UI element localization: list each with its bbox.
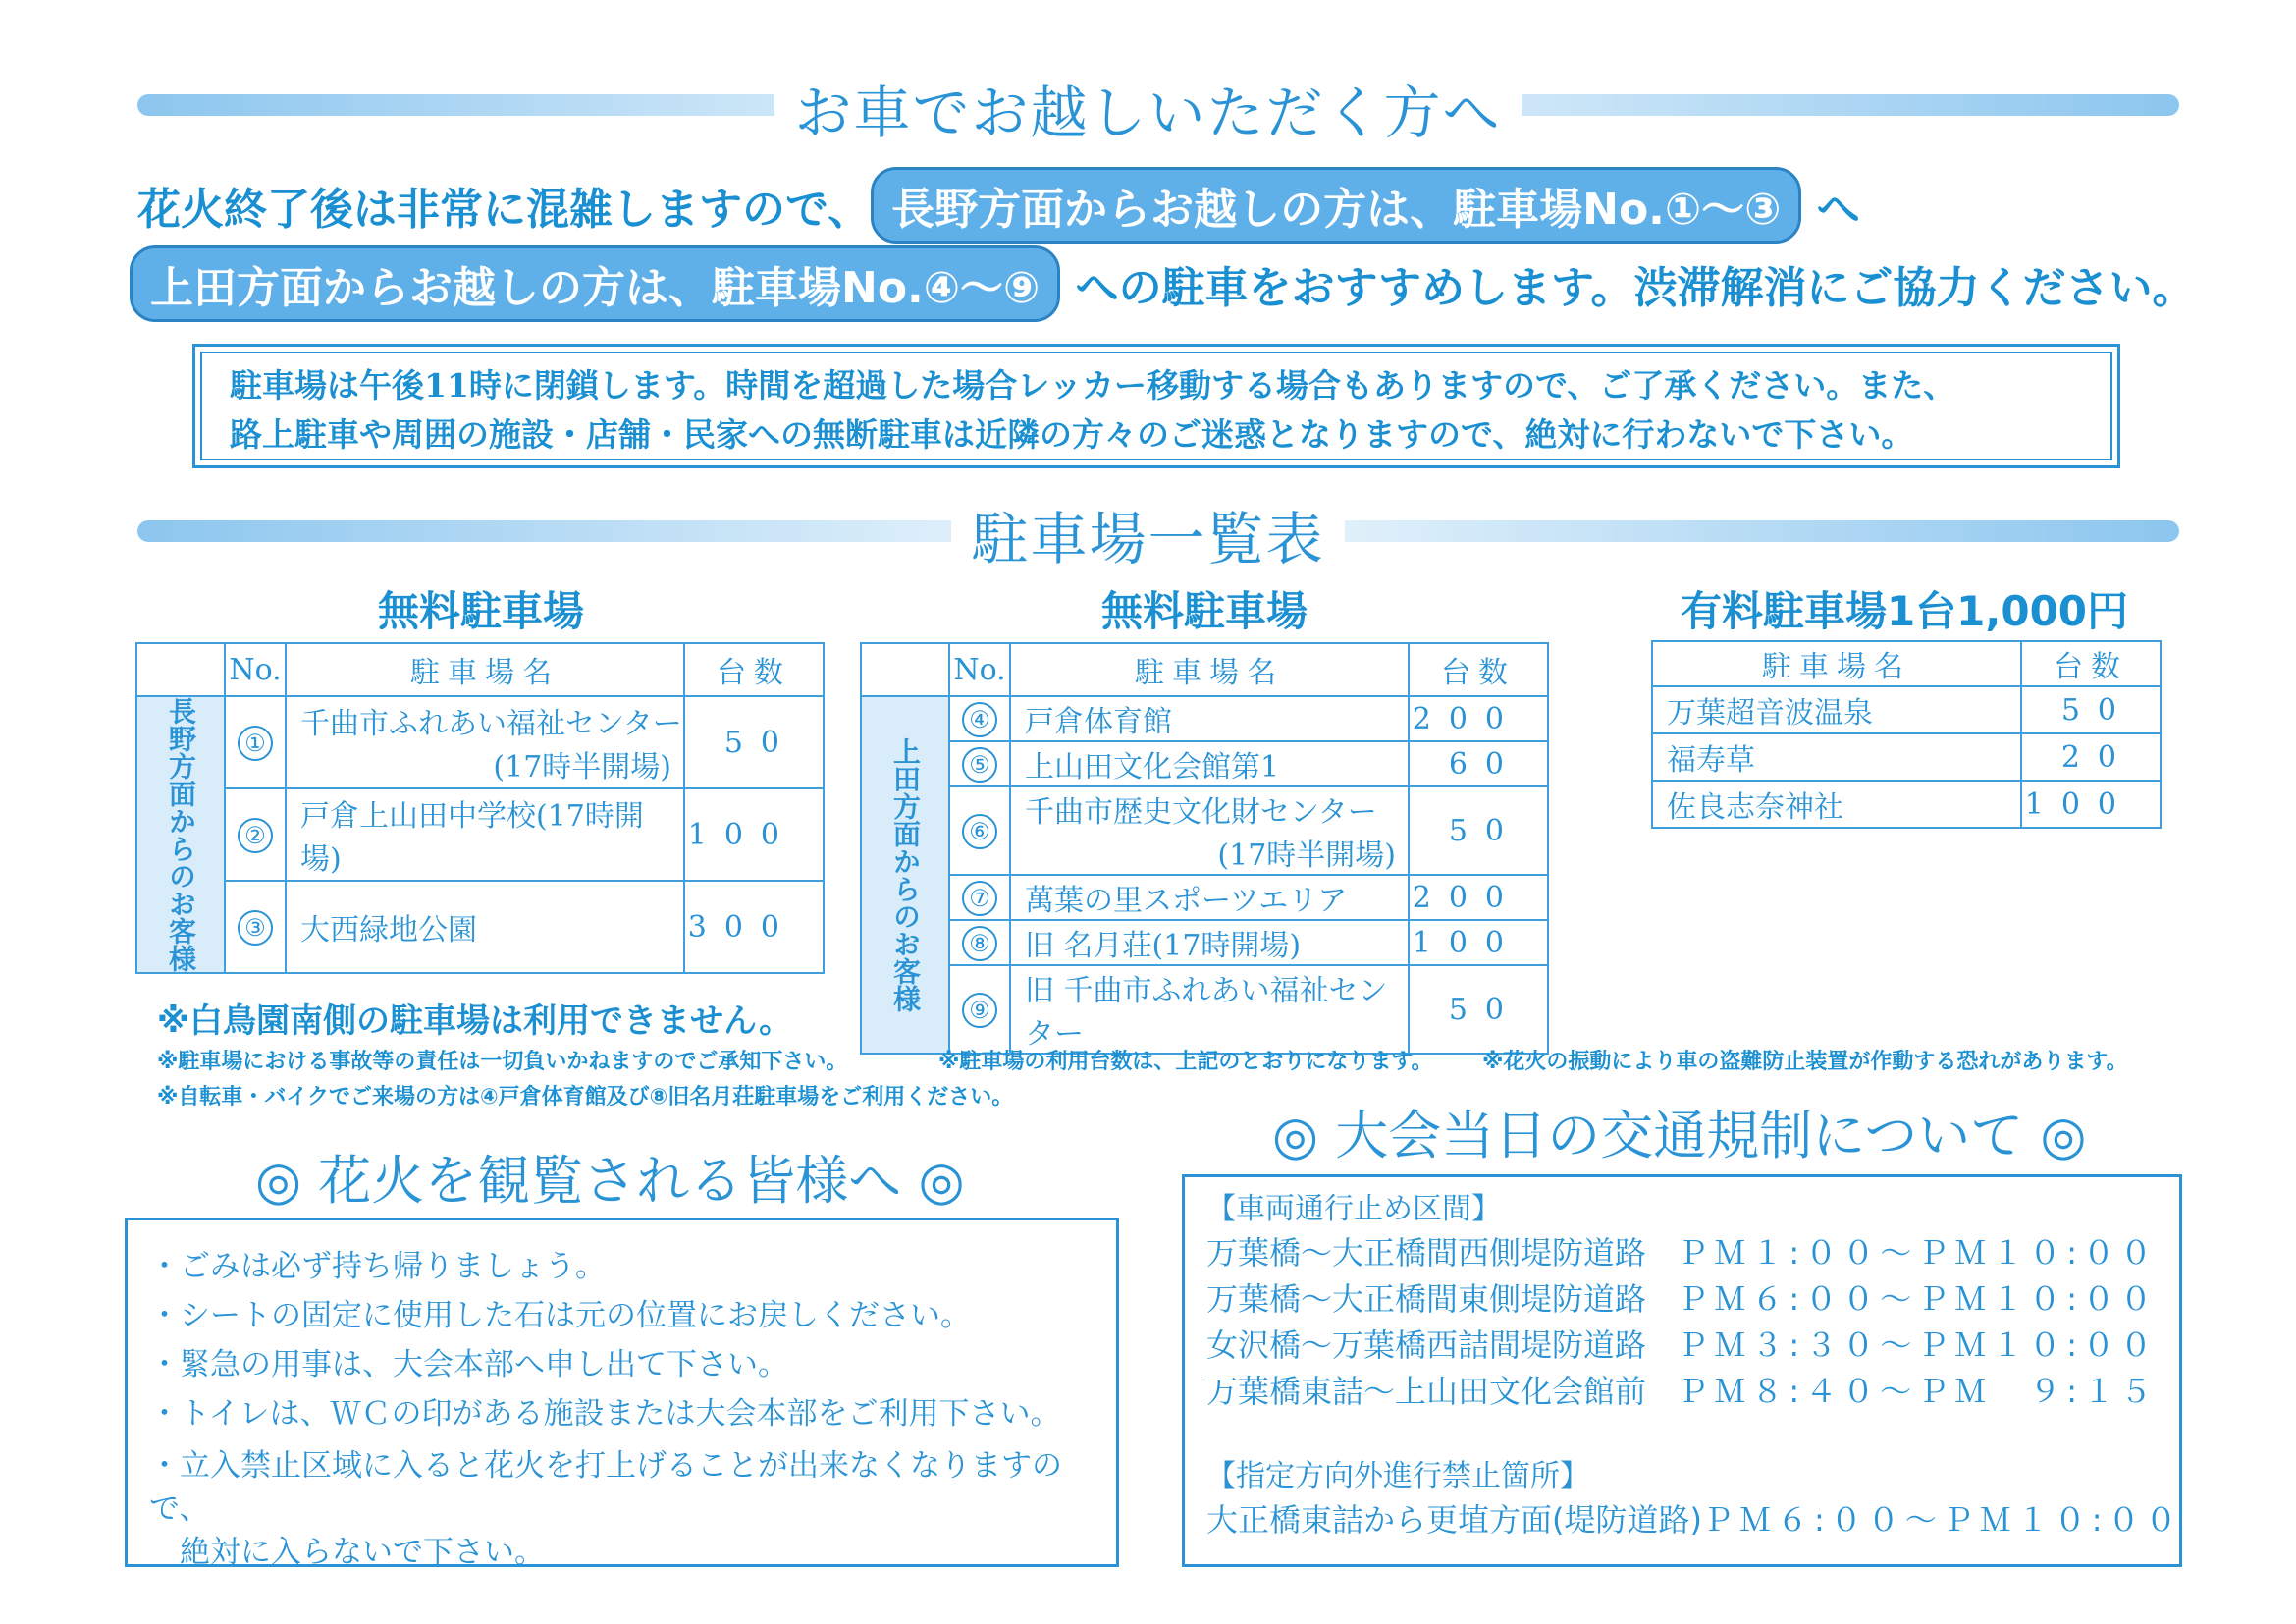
viewer-tips-box <box>125 1218 1119 1570</box>
traffic-box <box>1182 1174 2182 1567</box>
list-item: ・ごみは必ず持ち帰りましょう。 <box>149 1249 606 1284</box>
list-item: ・シートの固定に使用した石は元の位置にお戻しください。 <box>149 1298 971 1333</box>
closure-heading: 【車両通行止め区間】 <box>1206 1192 1501 1226</box>
list-item: ・トイレは、ＷＣの印がある施設または大会本部をご利用下さい。 <box>149 1396 1061 1432</box>
section-title-car: お車でお越しいただく方へ <box>0 67 2296 149</box>
closing-notice: 駐車場は午後11時に閉鎖します。時間を超過した場合レッカー移動する場合もありますので、ご了承ください。また、 路上駐車や周囲の施設・店舗・民家への無断駐車は近隣の方々のご迷惑となりますので、絶対に行わないで下さい。 <box>192 344 2120 468</box>
list-item: 万葉橋～大正橋間西側堤防道路 ＰＭ１:００～ＰＭ１０:００ <box>1206 1234 2158 1272</box>
table1-title: 無料駐車場 <box>377 587 584 635</box>
table-row: 大西緑地公園 <box>286 881 684 973</box>
note-bicycle: ※自転車・バイクでご来場の方は④戸倉体育館及び⑧旧名月荘駐車場をご利用ください。 <box>157 1085 1014 1110</box>
note-liability: ※駐車場における事故等の責任は一切負いかねますのでご承知下さい。 <box>157 1050 848 1074</box>
free-parking-table-nagano: No. 駐車場名 台数 長野方面からのお客様 ① 千曲市ふれあい福祉センター (17時半開場) 50 ② 戸倉上山田中学校(17時開場) 100 ③ 大西緑地公園 300 <box>135 642 825 974</box>
list-item: ・緊急の用事は、大会本部へ申し出て下さい。 <box>149 1347 788 1382</box>
table-row: 福寿草 <box>1652 733 2021 781</box>
table3-title: 有料駐車場1台1,000円 <box>1680 587 2129 635</box>
table-row: 戸倉体育館 <box>1010 696 1409 741</box>
table-row: 戸倉上山田中学校(17時開場) <box>286 788 684 881</box>
table-row: 旧 名月荘(17時開場) <box>1010 920 1409 965</box>
table-row: 萬葉の里スポーツエリア <box>1010 875 1409 920</box>
table-row: 旧 千曲市ふれあい福祉センター <box>1010 965 1409 1054</box>
side-label: 長野方面からのお客様 <box>136 696 225 973</box>
paid-parking-table: 駐車場名 台数 万葉超音波温泉 50 福寿草 20 佐良志奈神社 100 <box>1651 640 2162 829</box>
table-row: 佐良志奈神社 <box>1652 781 2021 828</box>
list-item: ・立入禁止区域に入ると花火を打上げることが出来なくなりますので、 <box>149 1448 1062 1527</box>
intro-line-2: 上田方面からお越しの方は、駐車場No.④～⑨ への駐車をおすすめします。渋滞解消にご協力ください。 <box>130 245 2196 322</box>
note-capacity: ※駐車場の利用台数は、上記のとおりになります。 <box>938 1050 1433 1074</box>
table-row: 万葉超音波温泉 <box>1652 686 2021 733</box>
note-alarm: ※花火の振動により車の盗難防止装置が作動する恐れがあります。 <box>1482 1050 2128 1074</box>
intro-line-1: 花火終了後は非常に混雑しますので、 長野方面からお越しの方は、駐車場No.①～③ へ <box>137 167 1860 244</box>
list-item: 万葉橋東詰～上山田文化会館前 ＰＭ８:４０～ＰＭ ９:１５ <box>1206 1373 2158 1410</box>
direction-heading: 【指定方向外進行禁止箇所】 <box>1206 1459 1589 1493</box>
table2-title: 無料駐車場 <box>1100 587 1308 635</box>
nagano-pill: 長野方面からお越しの方は、駐車場No.①～③ <box>871 167 1801 244</box>
hakuchoen-note: ※白鳥園南側の駐車場は利用できません。 <box>157 1001 793 1041</box>
section-title-parking: 駐車場一覧表 <box>0 493 2296 575</box>
table-row: 千曲市ふれあい福祉センター (17時半開場) <box>286 696 684 788</box>
table-row: 上山田文化会館第1 <box>1010 741 1409 786</box>
side-label: 上田方面からのお客様 <box>861 696 949 1054</box>
free-parking-table-ueda: No. 駐車場名 台数 上田方面からのお客様 ④ 戸倉体育館 200 ⑤ 上山田文化会館第1 60 ⑥ 千曲市歴史文化財センター (17時半開場) 50 ⑦ 萬葉の里スポーツエリア 200 ⑧ 旧 名月荘(17時開場) 100 ⑨ 旧 千曲市ふれあい福祉センター 50 <box>860 642 1549 1055</box>
ueda-pill: 上田方面からお越しの方は、駐車場No.④～⑨ <box>130 245 1060 322</box>
traffic-title: ◎ 大会当日の交通規制について ◎ <box>1272 1105 2087 1166</box>
viewer-title: ◎ 花火を観覧される皆様へ ◎ <box>255 1150 965 1212</box>
list-item: 女沢橋～万葉橋西詰間堤防道路 ＰＭ３:３０～ＰＭ１０:００ <box>1206 1326 2158 1364</box>
list-item: 万葉橋～大正橋間東側堤防道路 ＰＭ６:００～ＰＭ１０:００ <box>1206 1280 2158 1318</box>
list-item: 大正橋東詰から更埴方面(堤防道路) ＰＭ６:００～ＰＭ１０:００ <box>1206 1501 2183 1539</box>
list-item: 絶対に入らないで下さい。 <box>149 1535 545 1570</box>
table-row: 千曲市歴史文化財センター (17時半開場) <box>1010 786 1409 875</box>
